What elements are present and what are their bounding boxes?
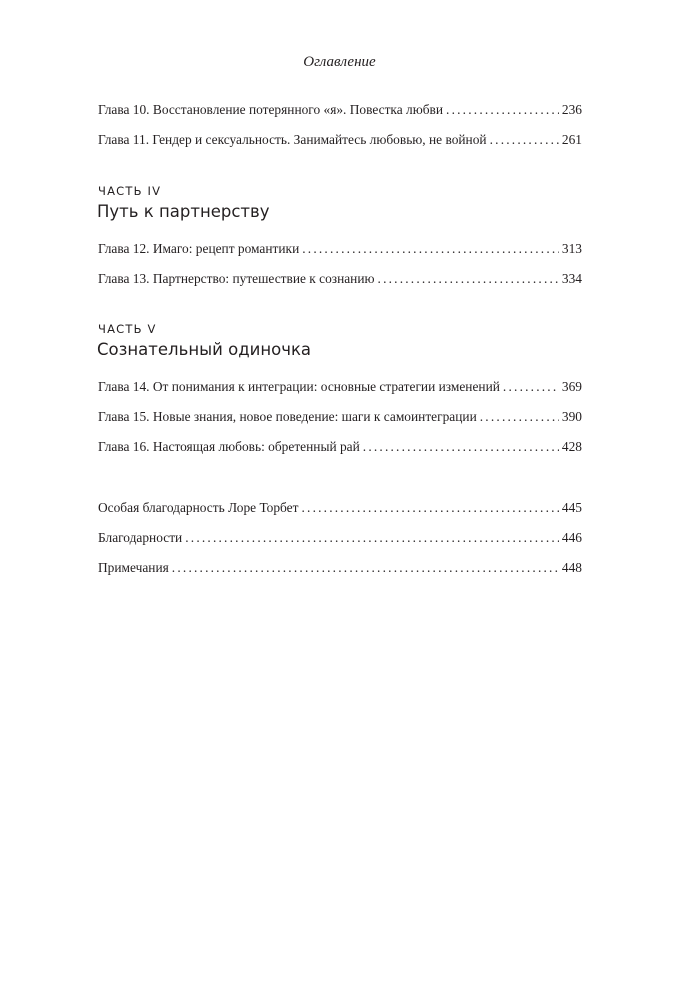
toc-entry-title: Глава 15. Новые знания, новое поведение: шаги к самоинтеграции <box>98 409 477 424</box>
toc-entry-page: 390 <box>561 409 582 424</box>
toc-entry-page: 448 <box>561 560 582 575</box>
part-title: Путь к партнерству <box>97 202 270 221</box>
toc-entry-page: 261 <box>561 132 582 147</box>
running-head: Оглавление <box>303 54 376 70</box>
toc-entry-page: 236 <box>561 102 582 117</box>
toc-entry-chapter-15 <box>98 408 582 426</box>
toc-entry-title: Глава 12. Имаго: рецепт романтики <box>98 241 300 256</box>
dot-leader <box>446 101 559 119</box>
toc-entry-title: Особая благодарность Лоре Торбет <box>98 500 299 515</box>
part-label: ЧАСТЬ IV <box>98 184 162 198</box>
toc-entry-chapter-11 <box>98 131 582 149</box>
dot-leader <box>378 270 559 288</box>
toc-entry-title: Глава 16. Настоящая любовь: обретенный рай <box>98 439 360 454</box>
dot-leader <box>185 529 559 547</box>
toc-entry-page: 334 <box>561 271 582 286</box>
dot-leader <box>480 408 559 426</box>
dot-leader <box>503 378 559 396</box>
toc-entry-title: Примечания <box>98 560 169 575</box>
part-title: Сознательный одиночка <box>97 340 312 359</box>
toc-entry-chapter-16 <box>98 438 582 456</box>
toc-entry-page: 369 <box>561 379 582 394</box>
toc-entry-chapter-10 <box>98 101 582 119</box>
dot-leader <box>302 240 559 258</box>
toc-entry-chapter-12 <box>98 240 582 258</box>
toc-entry-notes <box>98 559 582 577</box>
toc-entry-page: 446 <box>561 530 582 545</box>
toc-entry-page: 313 <box>561 241 582 256</box>
toc-entry-title: Глава 14. От понимания к интеграции: основные стратегии изменений <box>98 379 500 394</box>
toc-entry-acknowledgements <box>98 529 582 547</box>
toc-entry-chapter-14 <box>98 378 582 396</box>
toc-entry-title: Глава 11. Гендер и сексуальность. Занимайтесь любовью, не войной <box>98 132 487 147</box>
dot-leader <box>301 499 558 517</box>
toc-entry-page: 428 <box>561 439 582 454</box>
toc-entry-special-thanks <box>98 499 582 517</box>
dot-leader <box>363 438 559 456</box>
toc-entry-page: 445 <box>561 500 582 515</box>
toc-entry-title: Глава 13. Партнерство: путешествие к сознанию <box>98 271 375 286</box>
toc-entry-chapter-13 <box>98 270 582 288</box>
toc-entry-title: Глава 10. Восстановление потерянного «я». Повестка любви <box>98 102 444 117</box>
part-label: ЧАСТЬ V <box>98 322 157 336</box>
dot-leader <box>172 559 559 577</box>
toc-entry-title: Благодарности <box>98 530 183 545</box>
dot-leader <box>490 131 559 149</box>
